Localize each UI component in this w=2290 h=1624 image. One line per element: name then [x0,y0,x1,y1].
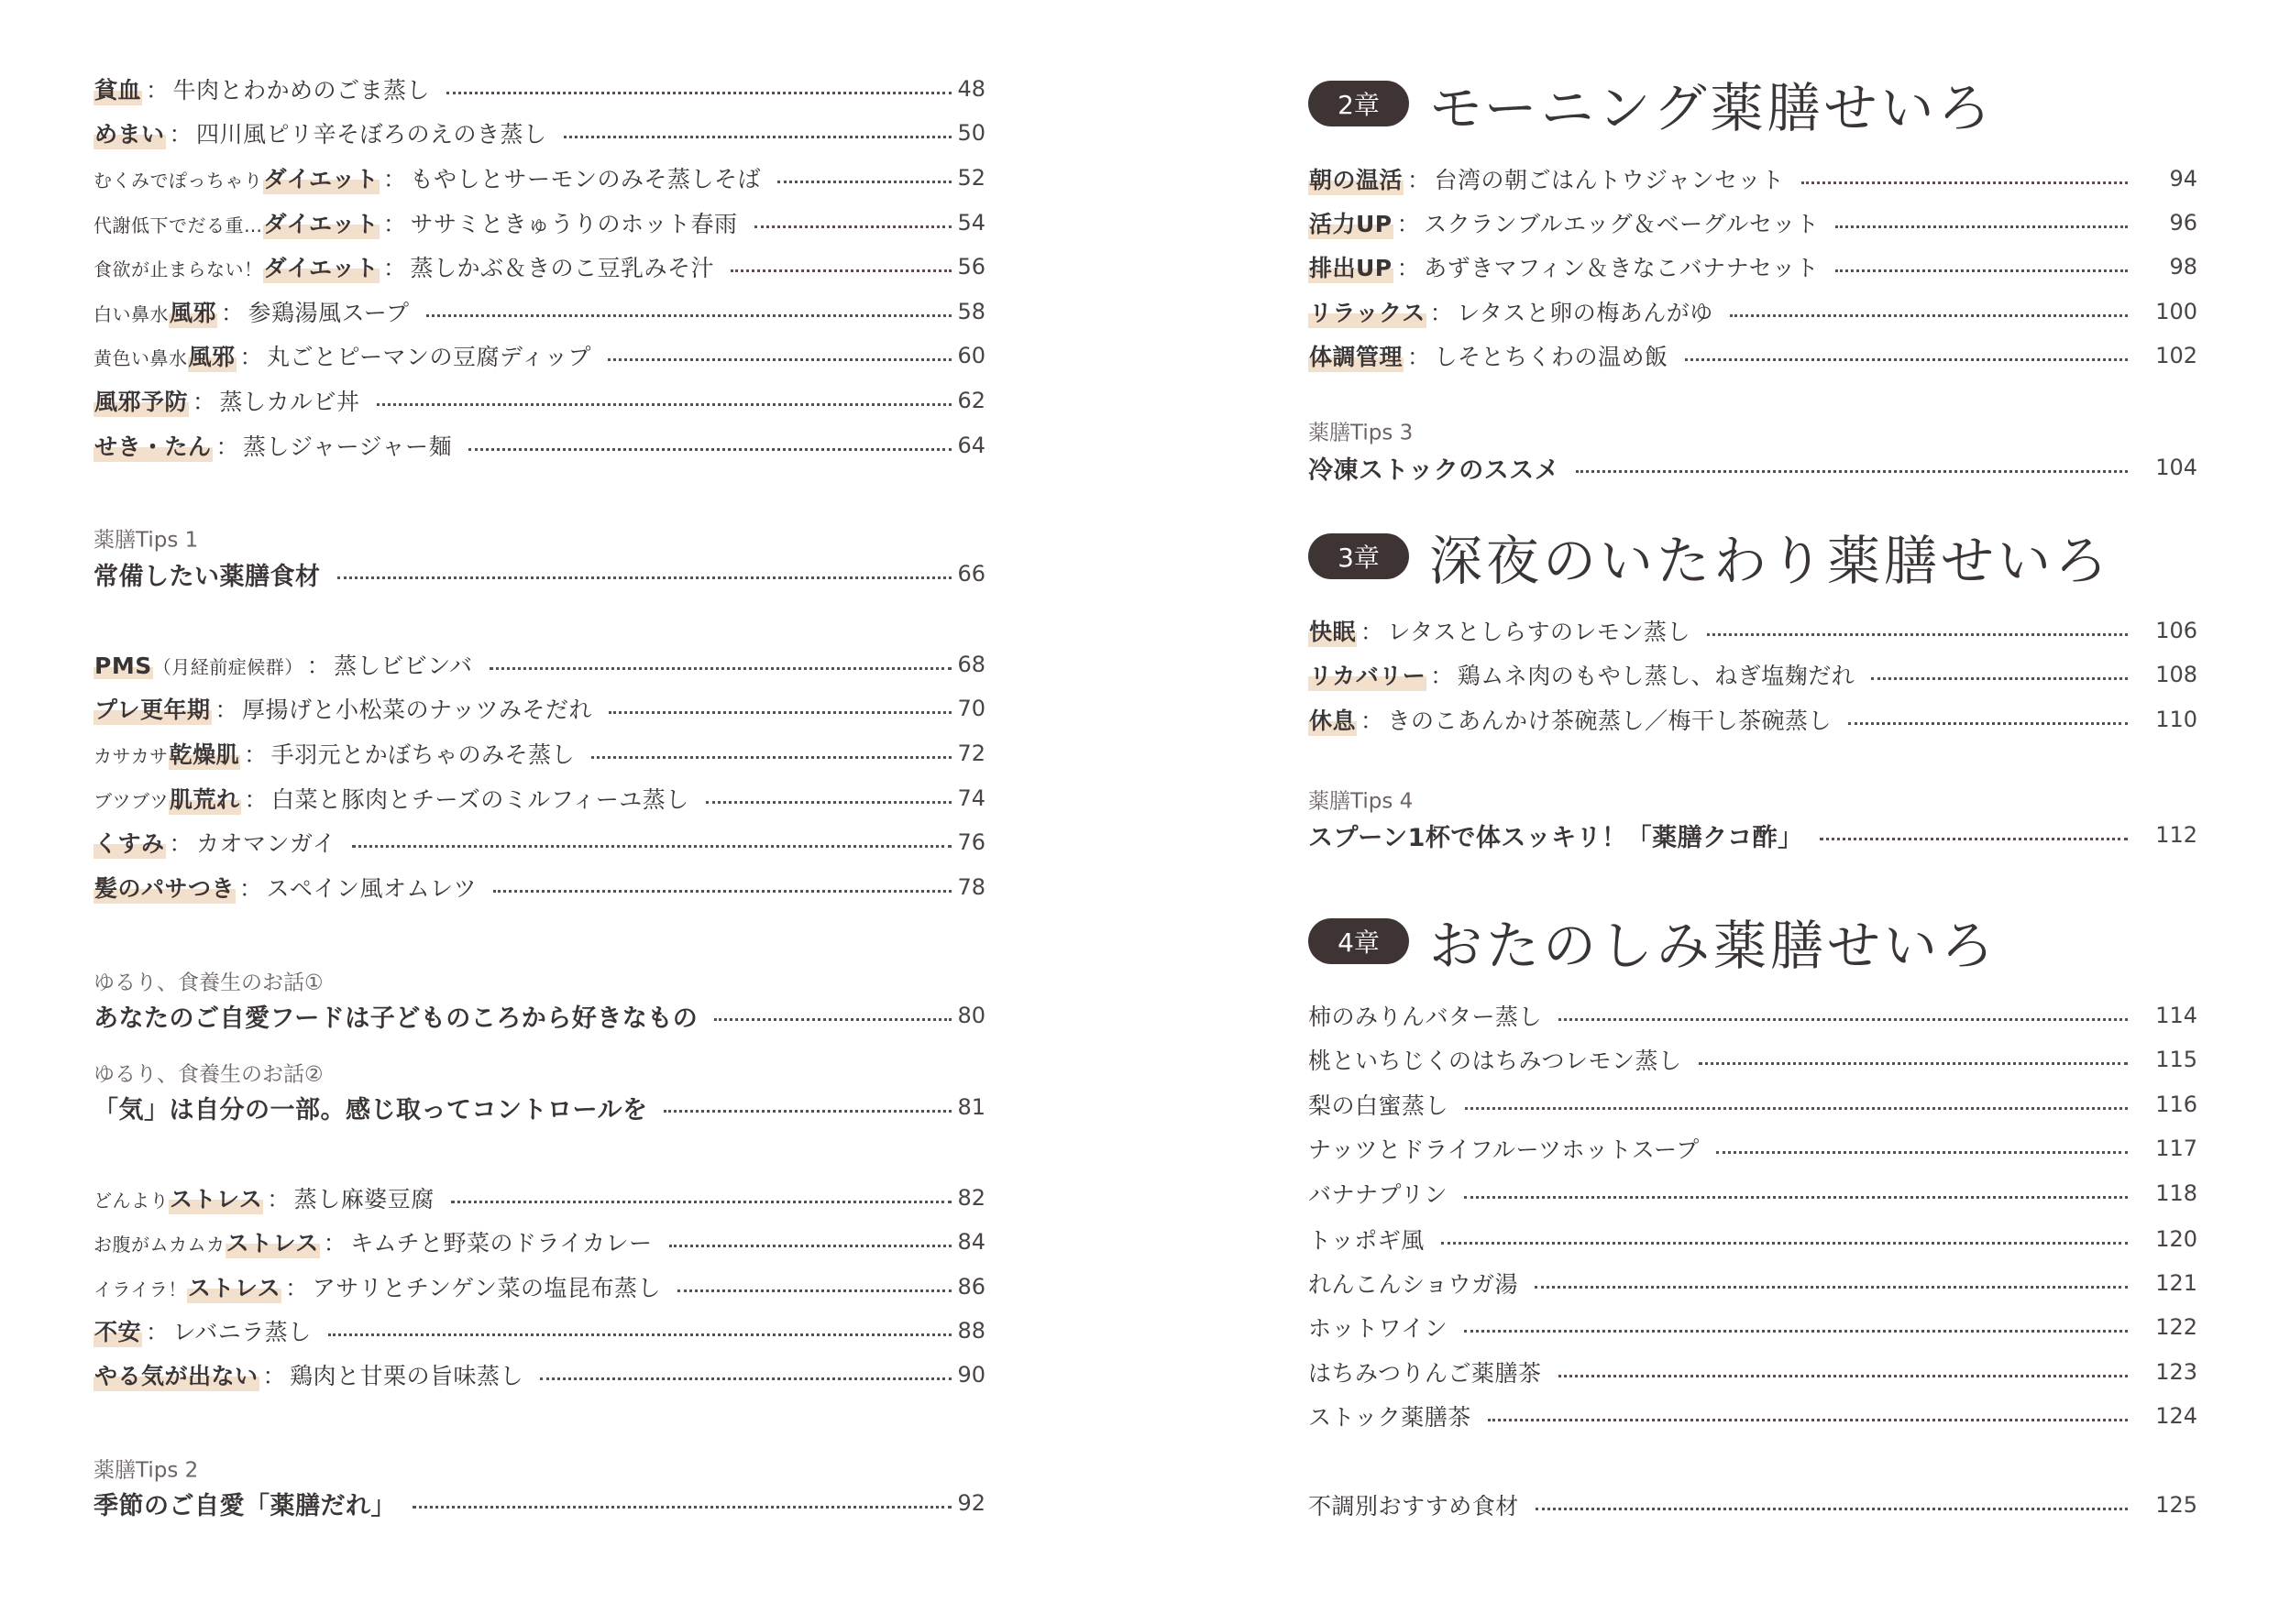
leader-dots [564,136,952,138]
tips-label: 薬膳Tips 1 [94,528,199,553]
recipe-title: 鶏肉と甘栗の旨味蒸し [290,1363,524,1389]
page-number: 106 [2155,618,2197,643]
recipe-title: ホットワイン [1308,1315,1448,1342]
topic-keyword: リラックス [1308,295,1426,328]
appendix-title: 不調別おすすめ食材 [1308,1493,1519,1520]
toc-entry[interactable]: 食欲が止まらない！ ダイエット ： 蒸しかぶ＆きのこ豆乳みそ汁 56 [94,248,985,285]
toc-entry[interactable]: どんより ストレス ： 蒸し麻婆豆腐 82 [94,1180,985,1216]
recipe-title: トッポギ風 [1308,1227,1425,1254]
topic-keyword: ダイエット [263,206,380,239]
leader-dots [1464,1330,2128,1333]
page-number: 100 [2155,299,2197,324]
page-number: 92 [957,1490,985,1516]
chapter-title: おたのしみ薬膳せいろ [1429,915,1998,977]
toc-entry[interactable] [1308,1086,2197,1123]
page-number: 68 [957,652,985,677]
leader-dots [328,1333,952,1336]
recipe-title: 蒸しジャージャー麺 [243,433,453,460]
topic-keyword: 朝の温活 [1308,162,1404,195]
toc-entry[interactable]: 快眠 ： レタスとしらすのレモン蒸し 106 [1308,612,2197,649]
leader-dots [591,756,952,759]
leader-dots [777,181,952,183]
topic-keyword: 乾燥肌 [169,737,241,770]
toc-entry[interactable]: 白い鼻水 風邪 ： 参鶏湯風スープ 58 [94,293,985,330]
leader-dots [1848,722,2128,725]
leader-dots [490,667,952,670]
recipe-title: レタスと卵の梅あんがゆ [1457,300,1713,326]
page-number: 52 [957,165,985,191]
toc-entry[interactable]: 朝の温活 ： 台湾の朝ごはんトウジャンセット 94 [1308,160,2197,197]
leader-dots [1441,1242,2128,1245]
recipe-title: キムチと野菜のドライカレー [350,1230,653,1256]
toc-entry[interactable]: 体調管理 ： しそとちくわの温め飯 102 [1308,337,2197,374]
page-number: 120 [2155,1226,2197,1252]
page-number: 86 [957,1274,985,1300]
recipe-title: 蒸し麻婆豆腐 [293,1186,435,1213]
chapter-badge: 3章 [1308,533,1409,579]
leader-dots [1536,1508,2128,1510]
page-number: 110 [2155,707,2197,732]
topic-prefix: 代謝低下でだる重… [94,214,263,236]
topic-keyword: 肌荒れ [169,782,241,815]
leader-dots [1535,1286,2128,1289]
leader-dots [1707,633,2128,636]
page-number: 78 [957,874,985,900]
chapter-title: モーニング薬膳せいろ [1429,77,1995,139]
toc-entry[interactable]: 貧血 ： 牛肉とわかめのごま蒸し 48 [94,71,985,107]
chapter-badge: 2章 [1308,81,1409,126]
page-number: 117 [2155,1136,2197,1161]
page-number: 56 [957,254,985,280]
recipe-title: 白菜と豚肉とチーズのミルフィーユ蒸し [271,786,689,813]
leader-dots [337,576,952,579]
leader-dots [609,711,952,714]
topic-keyword: 風邪予防 [94,384,189,417]
topic-keyword: 風邪 [169,295,217,328]
page-number: 64 [957,433,985,458]
tips-title: 季節のご自愛「薬膳だれ」 [94,1491,396,1520]
recipe-title: はちみつりんご薬膳茶 [1308,1360,1542,1387]
tips-title: スプーン1杯で体スッキリ！「薬膳クコ酢」 [1308,823,1803,852]
page-number: 81 [957,1094,985,1120]
toc-entry-tips[interactable] [94,1485,985,1521]
recipe-title: 台湾の朝ごはんトウジャンセット [1434,167,1785,193]
recipe-title: 鶏ムネ肉のもやし蒸し、ねぎ塩麹だれ [1457,663,1855,689]
chapter-heading [1308,518,2111,595]
leader-dots [754,225,952,228]
toc-entry[interactable]: やる気が出ない ： 鶏肉と甘栗の旨味蒸し 90 [94,1356,985,1393]
page-number: 94 [2169,166,2197,192]
page-number: 80 [957,1003,985,1028]
toc-entry[interactable]: せき・たん ： 蒸しジャージャー麺 64 [94,427,985,464]
topic-prefix: むくみでぽっちゃり [94,170,263,192]
recipe-title: レバニラ蒸し [172,1319,312,1345]
leader-dots [706,801,952,804]
leader-dots [1716,1151,2128,1154]
leader-dots [677,1289,952,1292]
toc-entry-appendix[interactable] [1308,1487,2197,1523]
toc-entry[interactable]: ブツブツ 肌荒れ ： 白菜と豚肉とチーズのミルフィーユ蒸し 74 [94,780,985,817]
leader-dots [413,1506,952,1509]
leader-dots [1871,677,2128,680]
toc-entry[interactable]: リラックス ： レタスと卵の梅あんがゆ 100 [1308,293,2197,330]
topic-prefix: 黄色い鼻水 [94,347,188,369]
toc-entry[interactable] [1308,1398,2197,1434]
toc-entry[interactable] [1308,1265,2197,1301]
leader-dots [731,269,952,272]
topic-keyword: 風邪 [188,339,237,372]
recipe-title: 厚揚げと小松菜のナッツみそだれ [242,697,593,723]
recipe-title: 参鶏湯風スープ [248,300,410,326]
toc-entry[interactable]: 黄色い鼻水 風邪 ： 丸ごとピーマンの豆腐ディップ 60 [94,337,985,374]
chapter-heading [1308,65,1995,142]
toc-entry[interactable]: カサカサ 乾燥肌 ： 手羽元とかぼちゃのみそ蒸し 72 [94,735,985,772]
topic-keyword: プレ更年期 [94,692,212,725]
recipe-title: しそとちくわの温め飯 [1434,344,1668,370]
toc-entry[interactable]: 風邪予防 ： 蒸しカルビ丼 62 [94,382,985,419]
tips-title: 常備したい薬膳食材 [94,562,321,591]
essay-label: ゆるり、食養生のお話② [94,1062,324,1087]
topic-keyword: 快眠 [1308,614,1357,647]
page-number: 108 [2155,662,2197,687]
topic-prefix: 食欲が止まらない！ [94,258,263,280]
leader-dots [468,448,952,451]
topic-prefix: お腹がムカムカ [94,1234,226,1256]
toc-entry-tips[interactable] [94,555,985,592]
page-number: 66 [957,561,985,587]
page-number: 82 [957,1185,985,1211]
toc-entry[interactable]: プレ更年期 ： 厚揚げと小松菜のナッツみそだれ 70 [94,690,985,727]
leader-dots [1576,470,2128,473]
recipe-title: 柿のみりんバター蒸し [1308,1004,1543,1030]
chapter-heading [1308,903,1998,980]
leader-dots [669,1245,952,1247]
recipe-title: 桃といちじくのはちみつレモン蒸し [1308,1048,1682,1074]
topic-keyword: ストレス [169,1181,263,1214]
leader-dots [426,314,952,317]
toc-entry[interactable]: PMS （月経前症候群） ： 蒸しビビンバ 68 [94,646,985,683]
leader-dots [451,1201,952,1203]
toc-entry[interactable]: くすみ ： カオマンガイ 76 [94,824,985,861]
recipe-title: 蒸しカルビ丼 [219,389,360,415]
leader-dots [352,845,952,848]
page-number: 98 [2169,254,2197,280]
leader-dots [493,890,952,893]
recipe-title: アサリとチンゲン菜の塩昆布蒸し [312,1275,661,1301]
topic-prefix: どんより [94,1190,169,1212]
recipe-title: バナナプリン [1308,1181,1448,1208]
topic-keyword: ダイエット [263,250,380,283]
toc-entry[interactable] [1308,1175,2197,1212]
topic-prefix: イライラ！ [94,1278,187,1300]
recipe-title: ササミときゅうりのホット春雨 [410,211,738,237]
topic-keyword: 体調管理 [1308,339,1404,372]
leader-dots [377,403,952,406]
leader-dots [1488,1419,2128,1421]
topic-keyword: 休息 [1308,703,1357,736]
topic-suffix: （月経前症候群） [152,656,303,678]
leader-dots [1464,1196,2128,1199]
leader-dots [1730,314,2128,317]
leader-dots [1558,1375,2128,1377]
recipe-title: 蒸しかぶ＆きのこ豆乳みそ汁 [410,255,715,281]
chapter-badge: 4章 [1308,918,1409,964]
leader-dots [1699,1062,2128,1065]
topic-keyword: ダイエット [263,161,380,194]
page-number: 58 [957,299,985,324]
topic-keyword: ストレス [226,1225,320,1258]
toc-entry[interactable]: お腹がムカムカ ストレス ： キムチと野菜のドライカレー 84 [94,1223,985,1260]
toc-entry[interactable]: イライラ！ ストレス ： アサリとチンゲン菜の塩昆布蒸し 86 [94,1268,985,1305]
page-number: 102 [2155,343,2197,368]
toc-entry[interactable]: 排出UP ： あずきマフィン＆きなこバナナセット 98 [1308,248,2197,285]
page-number: 50 [957,120,985,146]
page-number: 54 [957,210,985,236]
leader-dots [1835,269,2128,272]
topic-keyword: くすみ [94,826,166,859]
toc-entry[interactable] [1308,1309,2197,1345]
topic-keyword: 活力UP [1308,206,1393,239]
page-number: 116 [2155,1092,2197,1117]
topic-keyword: 貧血 [94,72,142,105]
tips-label: 薬膳Tips 2 [94,1458,199,1483]
toc-entry[interactable] [1308,997,2197,1034]
leader-dots [664,1110,952,1113]
recipe-title: 丸ごとピーマンの豆腐ディップ [267,344,592,370]
leader-dots [446,92,952,94]
essay-title: あなたのご自愛フードは子どものころから好きなもの [94,1004,699,1033]
toc-entry[interactable]: 活力UP ： スクランブルエッグ＆ベーグルセット 96 [1308,204,2197,241]
topic-keyword: めまい [94,116,166,149]
page-number: 72 [957,741,985,766]
leader-dots [608,358,952,361]
recipe-title: ナッツとドライフルーツホットスープ [1308,1136,1700,1163]
leader-dots [1801,181,2128,184]
leader-dots [540,1377,952,1380]
topic-prefix: カサカサ [94,745,169,767]
recipe-title: 手羽元とかぼちゃのみそ蒸し [270,741,576,768]
toc-entry[interactable] [1308,1221,2197,1257]
page-number: 125 [2155,1492,2197,1518]
recipe-title: スクランブルエッグ＆ベーグルセット [1424,211,1820,237]
page-number: 48 [957,76,985,102]
page-number: 123 [2155,1359,2197,1385]
leader-dots [1685,358,2128,361]
page-number: 70 [957,696,985,721]
page-number: 74 [957,785,985,811]
topic-keyword: PMS [94,653,152,679]
topic-keyword: 排出UP [1308,250,1393,283]
recipe-title: ストック薬膳茶 [1308,1404,1471,1431]
tips-label: 薬膳Tips 3 [1308,421,1414,445]
topic-keyword: やる気が出ない [94,1358,259,1391]
topic-prefix: 白い鼻水 [94,303,169,325]
leader-dots [714,1018,952,1021]
leader-dots [1465,1107,2128,1110]
page-number: 121 [2155,1270,2197,1296]
toc-entry[interactable] [1308,1041,2197,1078]
page-number: 84 [957,1229,985,1255]
leader-dots [1835,225,2128,228]
topic-keyword: 不安 [94,1314,142,1347]
recipe-title: れんこんショウガ湯 [1308,1271,1519,1298]
recipe-title: カオマンガイ [196,830,336,857]
recipe-title: あずきマフィン＆きなこバナナセット [1424,255,1820,281]
page-number: 115 [2155,1047,2197,1072]
recipe-title: スペイン風オムレツ [266,875,478,902]
toc-entry[interactable]: めまい ： 四川風ピリ辛そぼろのえのき蒸し 50 [94,115,985,151]
recipe-title: レタスとしらすのレモン蒸し [1387,619,1691,645]
tips-label: 薬膳Tips 4 [1308,789,1414,814]
topic-keyword: せき・たん [94,429,213,462]
chapter-title: 深夜のいたわり薬膳せいろ [1429,530,2112,592]
topic-keyword: リカバリー [1308,658,1426,691]
toc-entry[interactable]: リカバリー ： 鶏ムネ肉のもやし蒸し、ねぎ塩麹だれ 108 [1308,656,2197,693]
recipe-title: 梨の白蜜蒸し [1308,1092,1449,1119]
essay-title: 「気」は自分の一部。感じ取ってコントロールを [94,1095,648,1125]
toc-entry[interactable] [1308,1130,2197,1167]
toc-entry[interactable]: むくみでぽっちゃり ダイエット ： もやしとサーモンのみそ蒸しそば 52 [94,159,985,196]
page-number: 62 [957,388,985,413]
toc-entry-tips[interactable] [1308,817,2197,853]
toc-entry[interactable]: 代謝低下でだる重… ダイエット ： ササミときゅうりのホット春雨 54 [94,204,985,241]
essay-label: ゆるり、食養生のお話① [94,971,324,995]
page-number: 124 [2155,1403,2197,1429]
toc-entry-essay[interactable] [94,1089,985,1125]
page-number: 88 [957,1318,985,1344]
page-number: 114 [2155,1003,2197,1028]
toc-entry[interactable]: 休息 ： きのこあんかけ茶碗蒸し／梅干し茶碗蒸し 110 [1308,701,2197,738]
recipe-title: きのこあんかけ茶碗蒸し／梅干し茶碗蒸し [1387,708,1833,734]
topic-keyword: ストレス [187,1270,281,1303]
tips-title: 冷凍ストックのススメ [1308,455,1560,485]
recipe-title: もやしとサーモンのみそ蒸しそば [410,166,762,192]
recipe-title: 蒸しビビンバ [334,653,473,679]
toc-entry[interactable] [1308,1354,2197,1390]
page-number: 60 [957,343,985,368]
page-number: 122 [2155,1314,2197,1340]
page-number: 90 [957,1362,985,1388]
page-number: 104 [2155,455,2197,480]
toc-entry[interactable]: 不安 ： レバニラ蒸し 88 [94,1312,985,1349]
leader-dots [1558,1018,2128,1021]
topic-prefix: ブツブツ [94,790,169,812]
toc-entry[interactable]: 髪のパサつき ： スペイン風オムレツ 78 [94,869,985,905]
page-number: 112 [2155,822,2197,848]
toc-entry-essay[interactable] [94,997,985,1034]
page-number: 118 [2155,1180,2197,1206]
page-number: 76 [957,829,985,855]
toc-entry-tips[interactable] [1308,449,2197,486]
topic-keyword: 髪のパサつき [94,871,236,904]
page-number: 96 [2169,210,2197,236]
recipe-title: 牛肉とわかめのごま蒸し [172,77,431,104]
recipe-title: 四川風ピリ辛そぼろのえのき蒸し [196,121,547,148]
leader-dots [1820,838,2128,840]
